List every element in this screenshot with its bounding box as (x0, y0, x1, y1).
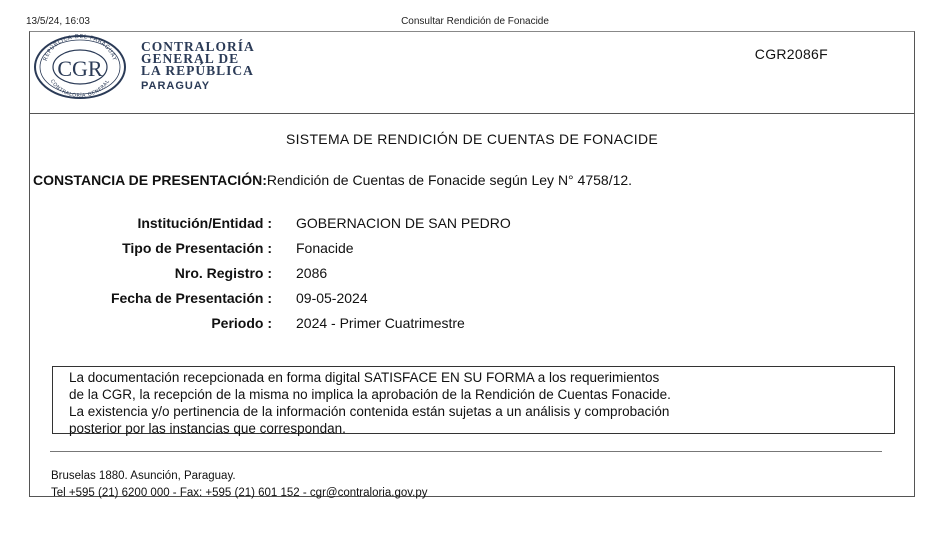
notice-line: de la CGR, la recepción de la misma no implica la aprobación de la Rendición de Cuentas Fonacide. (69, 387, 671, 402)
field-tipo (30, 240, 914, 260)
notice-line: La existencia y/o pertinencia de la información contenida están sujetas a un análisis y comprobación (69, 404, 670, 419)
seal-ring-bottom: CONTRALORÍA GENERAL (48, 78, 112, 100)
notice-line: posterior por las instancias que correspondan. (69, 421, 346, 436)
org-line-3: LA REPÚBLICA (141, 63, 254, 78)
footer-address: Bruselas 1880. Asunción, Paraguay. (51, 470, 236, 482)
field-label: Fecha de Presentación : (110, 290, 272, 306)
field-registro (30, 265, 914, 285)
document-frame (29, 31, 915, 497)
field-label: Nro. Registro : (174, 265, 272, 281)
field-label: Institución/Entidad : (137, 215, 272, 231)
field-institucion (30, 215, 914, 235)
organization-name (141, 41, 255, 92)
field-value: GOBERNACION DE SAN PEDRO (296, 215, 511, 231)
print-title: Consultar Rendición de Fonacide (401, 16, 549, 27)
print-header (0, 16, 950, 30)
field-periodo (30, 315, 914, 335)
footer-contact: Tel +595 (21) 6200 000 - Fax: +595 (21) 601 152 - cgr@contraloria.gov.py (51, 487, 428, 499)
constancia-label: CONSTANCIA DE PRESENTACIÓN: (33, 172, 267, 188)
svg-text:CONTRALORÍA GENERAL (49, 79, 111, 99)
org-country: PARAGUAY (141, 80, 211, 92)
seal-icon (33, 34, 127, 100)
org-line-1: CONTRALORÍA (141, 39, 255, 54)
field-label: Tipo de Presentación : (122, 240, 272, 256)
print-datetime: 13/5/24, 16:03 (26, 16, 90, 27)
notice-box (52, 366, 895, 434)
form-code: CGR2086F (754, 46, 828, 62)
document-header (30, 32, 914, 114)
seal-ring-top: REPÚBLICA DEL PARAGUAY (42, 34, 118, 62)
system-title: SISTEMA DE RENDICIÓN DE CUENTAS DE FONACIDE (285, 131, 659, 147)
field-value: Fonacide (296, 240, 354, 256)
org-line-2: GENERAL DE (141, 51, 240, 66)
footer (51, 468, 428, 502)
constancia (33, 172, 632, 188)
footer-divider (50, 451, 882, 452)
field-value: 2086 (296, 265, 328, 281)
field-value: 09-05-2024 (296, 290, 368, 306)
seal-center-text: CGR (57, 56, 103, 81)
field-fecha (30, 290, 914, 310)
constancia-text: Rendición de Cuentas de Fonacide según Ley N° 4758/12. (266, 172, 633, 188)
field-label: Periodo : (211, 315, 272, 331)
notice-line: La documentación recepcionada en forma digital SATISFACE EN SU FORMA a los requerimientos (69, 370, 660, 385)
field-value: 2024 - Primer Cuatrimestre (296, 315, 465, 331)
